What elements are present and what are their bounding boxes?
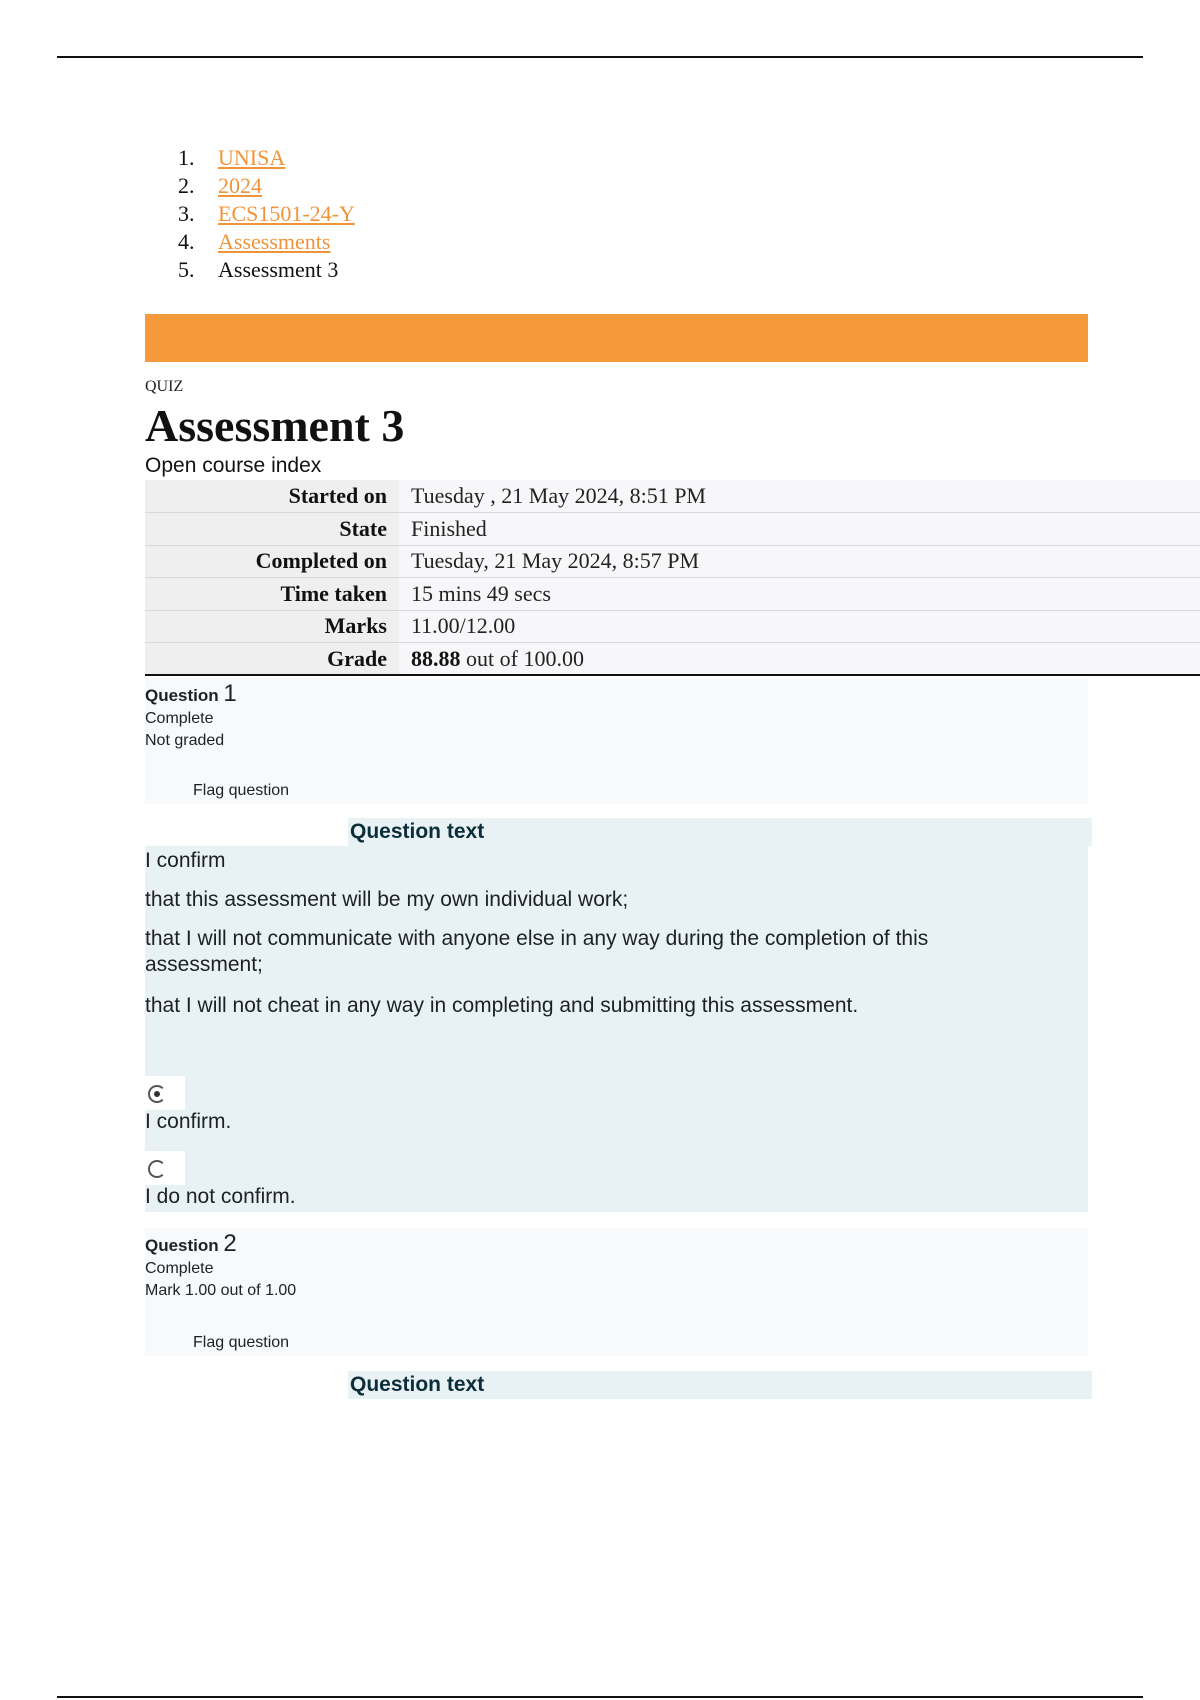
breadcrumb-item <box>178 144 355 172</box>
summary-row <box>145 480 1200 513</box>
question-state: Complete <box>145 1260 214 1277</box>
breadcrumb-item <box>178 228 355 256</box>
top-divider <box>57 56 1143 58</box>
breadcrumb-item <box>178 200 355 228</box>
question-number-value: 1 <box>223 680 237 707</box>
question-label: Question <box>145 1236 219 1255</box>
question-text-heading: Question text <box>348 818 1092 846</box>
radio-unselected-icon <box>148 1160 166 1178</box>
question-label: Question <box>145 686 219 705</box>
question-state: Complete <box>145 710 214 727</box>
header-banner <box>145 314 1088 362</box>
summary-value: Finished <box>399 513 1200 546</box>
page-title: Assessment 3 <box>145 400 405 451</box>
summary-label: State <box>145 513 399 546</box>
breadcrumb-number: 2. <box>178 173 195 198</box>
question-grade: Mark 1.00 out of 1.00 <box>145 1282 297 1299</box>
question-paragraph: that this assessment will be my own individual work; <box>145 888 629 911</box>
question-number <box>145 678 1088 708</box>
breadcrumb-number: 3. <box>178 201 195 226</box>
question-paragraph: that I will not communicate with anyone else in any way during the completion of this assessment; <box>145 927 929 976</box>
breadcrumb-item <box>178 172 355 200</box>
grade-max: out of 100.00 <box>460 645 584 671</box>
summary-row <box>145 513 1200 546</box>
summary-value <box>399 643 1200 676</box>
question-paragraph: I confirm <box>145 849 226 872</box>
breadcrumb-item <box>178 256 355 284</box>
breadcrumb-link-year[interactable]: 2024 <box>218 173 262 198</box>
question-number <box>145 1228 1088 1258</box>
summary-label: Marks <box>145 610 399 643</box>
summary-label: Started on <box>145 480 399 513</box>
flag-question-button[interactable]: Flag question <box>193 1334 290 1351</box>
breadcrumb <box>178 144 355 284</box>
open-course-index-button[interactable]: Open course index <box>145 454 322 477</box>
activity-type-label: QUIZ <box>145 378 184 395</box>
radio-selected-icon <box>148 1085 166 1103</box>
summary-value: 15 mins 49 secs <box>399 578 1200 611</box>
summary-label: Time taken <box>145 578 399 611</box>
summary-value: Tuesday, 21 May 2024, 8:57 PM <box>399 545 1200 578</box>
summary-value: Tuesday , 21 May 2024, 8:51 PM <box>399 480 1200 513</box>
breadcrumb-number: 4. <box>178 229 195 254</box>
flag-question-button[interactable]: Flag question <box>193 782 290 799</box>
summary-label: Grade <box>145 643 399 676</box>
grade-value: 88.88 <box>411 645 461 671</box>
option-label[interactable]: I confirm. <box>145 1110 232 1133</box>
option-i-confirm-radio[interactable] <box>145 1076 185 1110</box>
summary-label: Completed on <box>145 545 399 578</box>
bottom-divider <box>57 1696 1143 1698</box>
summary-row <box>145 610 1200 643</box>
breadcrumb-link-course[interactable]: ECS1501-24-Y <box>218 201 355 226</box>
summary-value: 11.00/12.00 <box>399 610 1200 643</box>
breadcrumb-number: 1. <box>178 145 195 170</box>
option-i-do-not-confirm-radio[interactable] <box>145 1151 185 1185</box>
breadcrumb-current: Assessment 3 <box>218 257 339 282</box>
question-1-content <box>145 846 1088 1212</box>
question-paragraph: that I will not cheat in any way in completing and submitting this assessment. <box>145 994 859 1017</box>
breadcrumb-link-unisa[interactable]: UNISA <box>218 145 286 170</box>
summary-row <box>145 578 1200 611</box>
question-grade: Not graded <box>145 732 225 749</box>
question-text-heading: Question text <box>348 1371 1092 1399</box>
breadcrumb-link-assessments[interactable]: Assessments <box>218 229 331 254</box>
question-number-value: 2 <box>223 1230 237 1257</box>
summary-row <box>145 643 1200 676</box>
breadcrumb-number: 5. <box>178 257 195 282</box>
question-1-info <box>145 678 1088 804</box>
question-2-info <box>145 1228 1088 1356</box>
summary-row <box>145 545 1200 578</box>
option-label[interactable]: I do not confirm. <box>145 1185 296 1208</box>
attempt-summary-table <box>145 480 1200 676</box>
